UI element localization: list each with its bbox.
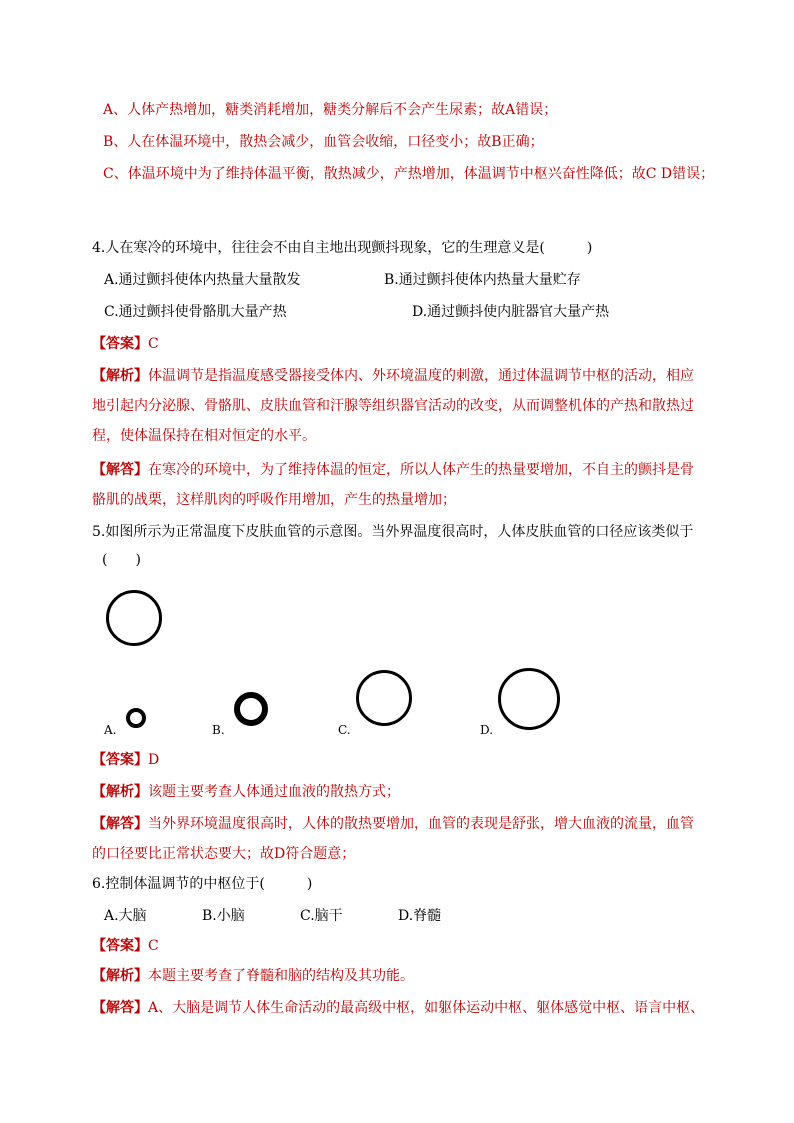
answer-tag: 【答案】: [92, 336, 148, 352]
q5-option-d-label: D.: [480, 723, 494, 737]
q3-option-c-analysis: C、体温环境中为了维持体温平衡，散热减少，产热增加，体温调节中枢兴奋性降低；故C D错误；: [103, 166, 715, 182]
solution-text: A、大脑是调节人体生命活动的最高级中枢，如躯体运动中枢、躯体感觉中枢、语言中枢、: [148, 1000, 705, 1016]
q5-solution: [92, 814, 694, 834]
q5-stem-bracket: ( ): [102, 552, 141, 568]
q4-option-c: C.通过颤抖使骨骼肌大量产热: [104, 304, 287, 320]
reference-vessel-circle: [106, 590, 162, 646]
q5-analysis: [92, 782, 400, 802]
solution-tag: 【解答】: [92, 1000, 148, 1016]
answer-value: C: [148, 938, 159, 954]
q6-option-b: B.小脑: [202, 908, 245, 924]
q6-analysis: [92, 966, 414, 986]
q4-option-d: D.通过颤抖使内脏器官大量产热: [412, 304, 610, 320]
q4-analysis-line-2: 地引起内分泌腺、骨骼肌、皮肤血管和汗腺等组织器官活动的改变，从而调整机体的产热和散热过: [92, 398, 694, 414]
q4-option-b: B.通过颤抖使体内热量大量贮存: [384, 272, 581, 288]
solution-tag: 【解答】: [92, 462, 148, 478]
option-b-vessel-circle: [234, 692, 268, 726]
q6-option-c: C.脑干: [300, 908, 343, 924]
q5-option-a-label: A.: [104, 723, 117, 737]
q4-answer: [92, 334, 159, 354]
analysis-tag: 【解析】: [92, 968, 148, 984]
solution-text: 当外界环境温度很高时，人体的散热要增加，血管的表现是舒张，增大血液的流量，血管: [148, 816, 694, 832]
q5-option-b-label: B.: [212, 723, 225, 737]
answer-tag: 【答案】: [92, 938, 148, 954]
analysis-text: 体温调节是指温度感受器接受体内、外环境温度的刺激，通过体温调节中枢的活动，相应: [148, 368, 694, 384]
q6-solution: [92, 998, 704, 1018]
q6-answer: [92, 936, 159, 956]
option-c-vessel-circle: [356, 670, 412, 726]
q5-answer: [92, 750, 159, 770]
q3-option-b-analysis: B、人在体温环境中，散热会减少，血管会收缩，口径变小；故B正确；: [103, 134, 544, 150]
q5-stem: 5.如图所示为正常温度下皮肤血管的示意图。当外界温度很高时，人体皮肤血管的口径应该类似于: [92, 524, 694, 540]
q6-option-d: D.脊髓: [398, 908, 442, 924]
solution-tag: 【解答】: [92, 816, 148, 832]
solution-text: 在寒冷的环境中，为了维持体温的恒定，所以人体产生的热量要增加，不自主的颤抖是骨: [148, 462, 694, 478]
analysis-text: 本题主要考查了脊髓和脑的结构及其功能。: [148, 968, 414, 984]
q4-analysis: [92, 366, 694, 386]
analysis-text: 该题主要考查人体通过血液的散热方式；: [148, 784, 400, 800]
q4-stem: 4.人在寒冷的环境中，往往会不由自主地出现颤抖现象，它的生理意义是( ): [92, 240, 593, 256]
q5-solution-line-2: 的口径要比正常状态要大；故D符合题意；: [92, 846, 356, 862]
analysis-tag: 【解析】: [92, 784, 148, 800]
q5-option-c-label: C.: [338, 723, 351, 737]
answer-value: C: [148, 336, 159, 352]
analysis-tag: 【解析】: [92, 368, 148, 384]
q6-option-a: A.大脑: [104, 908, 147, 924]
q4-solution-line-2: 骼肌的战栗，这样肌肉的呼吸作用增加，产生的热量增加；: [92, 492, 456, 508]
answer-tag: 【答案】: [92, 752, 148, 768]
q3-option-a-analysis: A、人体产热增加，糖类消耗增加，糖类分解后不会产生尿素；故A错误；: [103, 102, 558, 118]
answer-value: D: [148, 752, 160, 768]
option-d-vessel-circle: [498, 668, 560, 730]
q4-option-a: A.通过颤抖使体内热量大量散发: [104, 272, 301, 288]
q4-analysis-line-3: 程，使体温保持在相对恒定的水平。: [92, 428, 316, 444]
option-a-vessel-circle: [126, 708, 146, 728]
q6-stem: 6.控制体温调节的中枢位于( ): [92, 876, 313, 892]
q4-solution: [92, 460, 694, 480]
